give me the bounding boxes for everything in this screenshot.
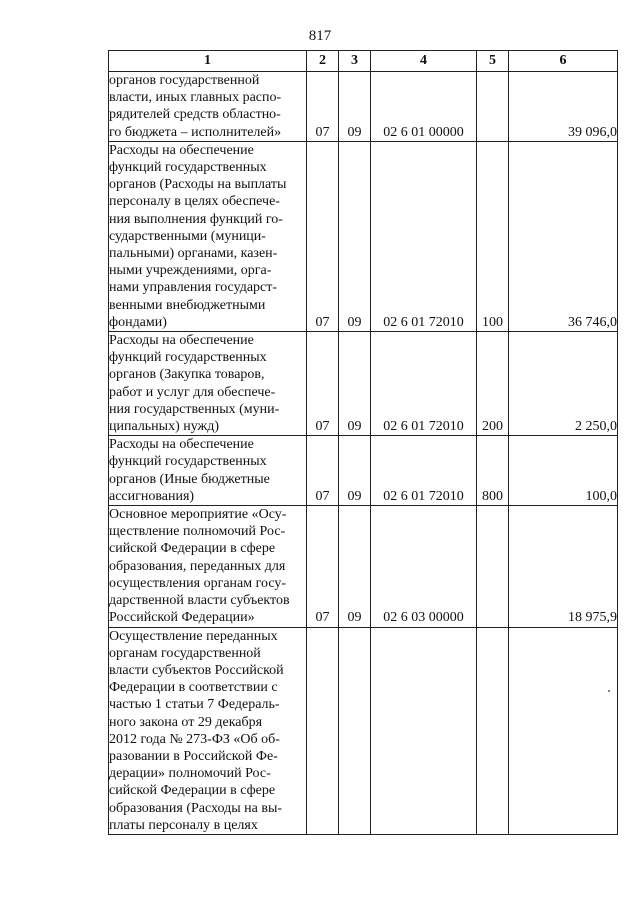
header-col-4: 4 [371,51,477,72]
table-row [109,332,618,436]
row-target-article: 02 6 01 72010 [371,436,477,506]
scan-speck [608,690,610,692]
table-row [109,436,618,506]
row-target-article: 02 6 03 00000 [371,506,477,627]
row-expense-type [477,627,509,834]
table-row [109,141,618,331]
row-expense-type: 200 [477,332,509,436]
table-row [109,72,618,142]
budget-table [108,50,618,835]
row-amount: 39 096,0 [509,72,618,142]
row-description: Расходы на обеспечение функций государственных органов (Расходы на выплаты персоналу в целях обеспече- ния выполнения функций го- сударственными (муници- пальными) органами, казен- ными учреждениями, орга- нами управления государст- венными внебюджетными фондами) [109,141,307,331]
row-amount: 2 250,0 [509,332,618,436]
row-expense-type: 800 [477,436,509,506]
row-target-article: 02 6 01 00000 [371,72,477,142]
row-description: Расходы на обеспечение функций государственных органов (Закупка товаров, работ и услуг для обеспече- ния государственных (муни- ципальных) нужд) [109,332,307,436]
row-amount: 100,0 [509,436,618,506]
row-description: Основное мероприятие «Осу- ществление полномочий Рос- сийской Федерации в сфере образования, переданных для осуществления органам госу- дарственной власти субъектов Российской Федерации» [109,506,307,627]
row-section-code: 07 [307,141,339,331]
table-header-row [109,51,618,72]
row-amount: 36 746,0 [509,141,618,331]
table-row [109,627,618,834]
header-col-2: 2 [307,51,339,72]
row-subsection-code: 09 [339,506,371,627]
row-subsection-code [339,627,371,834]
row-section-code: 07 [307,436,339,506]
row-target-article: 02 6 01 72010 [371,332,477,436]
row-section-code: 07 [307,506,339,627]
row-target-article [371,627,477,834]
row-subsection-code: 09 [339,332,371,436]
row-section-code [307,627,339,834]
row-expense-type: 100 [477,141,509,331]
page-number: 817 [308,28,332,44]
row-amount: 18 975,9 [509,506,618,627]
row-description: Осуществление переданных органам государственной власти субъектов Российской Федерации в соответствии с частью 1 статьи 7 Федераль- ного закона от 29 декабря 2012 года № 273-ФЗ «Об об- разовании в Российской Фе- дерации» полномочий Рос- сийской Федерации в сфере образования (Расходы на вы- платы персоналу в целях [109,627,307,834]
row-section-code: 07 [307,72,339,142]
row-subsection-code: 09 [339,141,371,331]
row-target-article: 02 6 01 72010 [371,141,477,331]
row-expense-type [477,506,509,627]
row-description: Расходы на обеспечение функций государственных органов (Иные бюджетные ассигнования) [109,436,307,506]
row-section-code: 07 [307,332,339,436]
row-subsection-code: 09 [339,436,371,506]
row-amount [509,627,618,834]
header-col-5: 5 [477,51,509,72]
header-col-3: 3 [339,51,371,72]
row-description: органов государственной власти, иных главных распо- рядителей средств областно- го бюджета – исполнителей» [109,72,307,142]
header-col-6: 6 [509,51,618,72]
header-col-1: 1 [109,51,307,72]
table-row [109,506,618,627]
row-subsection-code: 09 [339,72,371,142]
row-expense-type [477,72,509,142]
